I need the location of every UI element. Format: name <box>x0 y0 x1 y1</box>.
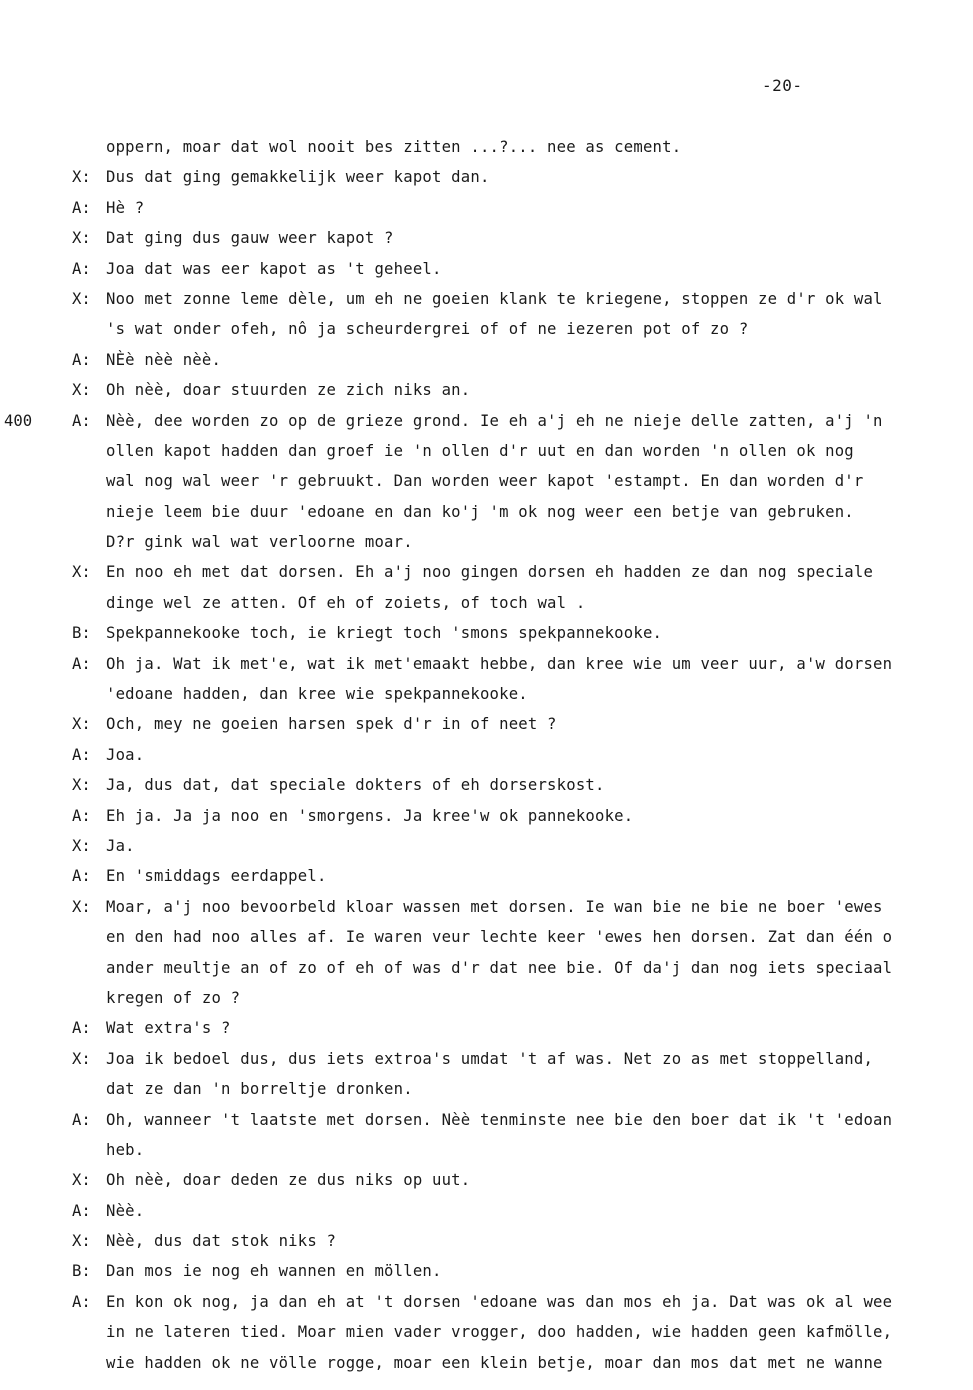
transcript-line: Och, mey ne goeien harsen spek d'r in of neet ? <box>106 715 557 734</box>
utterance <box>0 557 973 618</box>
speaker-label: X: <box>72 563 91 582</box>
transcript-line: Dus dat ging gemakkelijk weer kapot dan. <box>106 168 490 187</box>
utterance <box>0 649 973 710</box>
transcript-line: ollen kapot hadden dan groef ie 'n ollen d'r uut en dan worden 'n ollen ok nog <box>106 441 854 460</box>
transcript-line: En kon ok nog, ja dan eh at 't dorsen 'edoane was dan mos eh ja. Dat was ok al wee <box>106 1292 893 1311</box>
transcript-line: Nèè. <box>106 1201 145 1220</box>
transcript-line: Dan mos ie nog eh wannen en möllen. <box>106 1262 442 1281</box>
speaker-label: A: <box>72 1201 91 1220</box>
transcript-line: Spekpannekooke toch, ie kriegt toch 'smons spekpannekooke. <box>106 624 663 643</box>
transcript-line: NÈè nèè nèè. <box>106 350 222 369</box>
utterance <box>0 709 973 739</box>
transcript-line: En noo eh met dat dorsen. Eh a'j noo gingen dorsen eh hadden ze dan nog speciale <box>106 563 874 582</box>
transcript-line: in ne lateren tied. Moar mien vader vrogger, doo hadden, wie hadden geen kafmölle, <box>106 1323 893 1342</box>
transcript-line: Oh nèè, doar deden ze dus niks op uut. <box>106 1171 471 1190</box>
speaker-label: A: <box>72 198 91 217</box>
speaker-label: B: <box>72 1262 91 1281</box>
utterance <box>0 132 973 162</box>
utterance <box>0 831 973 861</box>
speaker-label: X: <box>72 776 91 795</box>
transcript-line: Nèè, dus dat stok niks ? <box>106 1232 337 1251</box>
transcript-line: ander meultje an of zo of eh of was d'r dat nee bie. Of da'j dan nog iets speciaal <box>106 958 893 977</box>
utterance <box>0 193 973 223</box>
utterance <box>0 618 973 648</box>
utterance <box>0 406 973 558</box>
utterance <box>0 345 973 375</box>
utterance <box>0 223 973 253</box>
utterance <box>0 1105 973 1166</box>
transcript-line: Joa ik bedoel dus, dus iets extroa's umdat 't af was. Net zo as met stoppelland, <box>106 1049 874 1068</box>
transcript-line: kregen of zo ? <box>106 988 241 1007</box>
transcript-line: Oh, wanneer 't laatste met dorsen. Nèè tenminste nee bie den boer dat ik 't 'edoan <box>106 1110 893 1129</box>
utterance <box>0 1044 973 1105</box>
transcript-line: Wat extra's ? <box>106 1019 231 1038</box>
utterance <box>0 1165 973 1195</box>
transcript-line: Ja, dus dat, dat speciale dokters of eh dorserskost. <box>106 776 605 795</box>
speaker-label: X: <box>72 1232 91 1251</box>
transcript-line: wal nog wal weer 'r gebruukt. Dan worden weer kapot 'estampt. En dan worden d'r <box>106 472 864 491</box>
speaker-label: A: <box>72 745 91 764</box>
transcript-line: Noo met zonne leme dèle, um eh ne goeien klank te kriegene, stoppen ze d'r ok wal <box>106 289 883 308</box>
transcript-line: Hè ? <box>106 198 145 217</box>
speaker-label: B: <box>72 624 91 643</box>
utterance <box>0 284 973 345</box>
speaker-label: X: <box>72 1049 91 1068</box>
transcript-line: wie hadden ok ne völle rogge, moar een klein betje, moar dan mos dat met ne wanne <box>106 1353 883 1372</box>
utterance <box>0 162 973 192</box>
transcript-line: Dat ging dus gauw weer kapot ? <box>106 229 394 248</box>
utterance <box>0 1256 973 1286</box>
speaker-label: X: <box>72 715 91 734</box>
transcript-line: nieje leem bie duur 'edoane en dan ko'j 'm ok nog weer een betje van gebruken. <box>106 502 854 521</box>
utterance <box>0 861 973 891</box>
transcript-line: Nèè, dee worden zo op de grieze grond. Ie eh a'j eh ne nieje delle zatten, a'j 'n <box>106 411 883 430</box>
page-number: -20- <box>762 76 803 95</box>
transcript-line: en den had noo alles af. Ie waren veur lechte keer 'ewes hen dorsen. Zat dan één o <box>106 928 893 947</box>
speaker-label: A: <box>72 1019 91 1038</box>
transcript-line: Eh ja. Ja ja noo en 'smorgens. Ja kree'w ok pannekooke. <box>106 806 634 825</box>
speaker-label: X: <box>72 1171 91 1190</box>
speaker-label: A: <box>72 1292 91 1311</box>
speaker-label: A: <box>72 654 91 673</box>
transcript-line: Ja. <box>106 836 135 855</box>
utterance <box>0 801 973 831</box>
utterance <box>0 1013 973 1043</box>
speaker-label: X: <box>72 836 91 855</box>
line-number: 400 <box>4 411 33 430</box>
utterance <box>0 1287 973 1378</box>
speaker-label: X: <box>72 229 91 248</box>
transcript-line: oppern, moar dat wol nooit bes zitten ...?... nee as cement. <box>106 138 682 156</box>
transcript <box>0 132 973 1378</box>
speaker-label: A: <box>72 867 91 886</box>
transcript-line: Joa. <box>106 745 145 764</box>
transcript-line: En 'smiddags eerdappel. <box>106 867 327 886</box>
utterance <box>0 1196 973 1226</box>
transcript-line: Oh nèè, doar stuurden ze zich niks an. <box>106 381 471 400</box>
utterance <box>0 1226 973 1256</box>
transcript-line: Oh ja. Wat ik met'e, wat ik met'emaakt hebbe, dan kree wie um veer uur, a'w dorsen <box>106 654 893 673</box>
speaker-label: A: <box>72 350 91 369</box>
transcript-line: Joa dat was eer kapot as 't geheel. <box>106 259 442 278</box>
speaker-label: X: <box>72 168 91 187</box>
speaker-label: X: <box>72 289 91 308</box>
utterance <box>0 375 973 405</box>
transcript-line: dat ze dan 'n borreltje dronken. <box>106 1080 413 1099</box>
transcript-line: 'edoane hadden, dan kree wie spekpannekooke. <box>106 685 528 704</box>
speaker-label: A: <box>72 1110 91 1129</box>
utterance <box>0 770 973 800</box>
speaker-label: A: <box>72 411 91 430</box>
speaker-label: A: <box>72 259 91 278</box>
transcript-line: heb. <box>106 1140 145 1159</box>
speaker-label: A: <box>72 806 91 825</box>
utterance <box>0 254 973 284</box>
utterance <box>0 892 973 1014</box>
transcript-line: D?r gink wal wat verloorne moar. <box>106 533 413 552</box>
utterance <box>0 740 973 770</box>
transcript-line: 's wat onder ofeh, nô ja scheurdergrei of of ne iezeren pot of zo ? <box>106 320 749 339</box>
speaker-label: X: <box>72 897 91 916</box>
transcript-line: dinge wel ze atten. Of eh of zoiets, of toch wal . <box>106 593 586 612</box>
speaker-label: X: <box>72 381 91 400</box>
transcript-line: Moar, a'j noo bevoorbeld kloar wassen met dorsen. Ie wan bie ne bie ne boer 'ewes <box>106 897 883 916</box>
